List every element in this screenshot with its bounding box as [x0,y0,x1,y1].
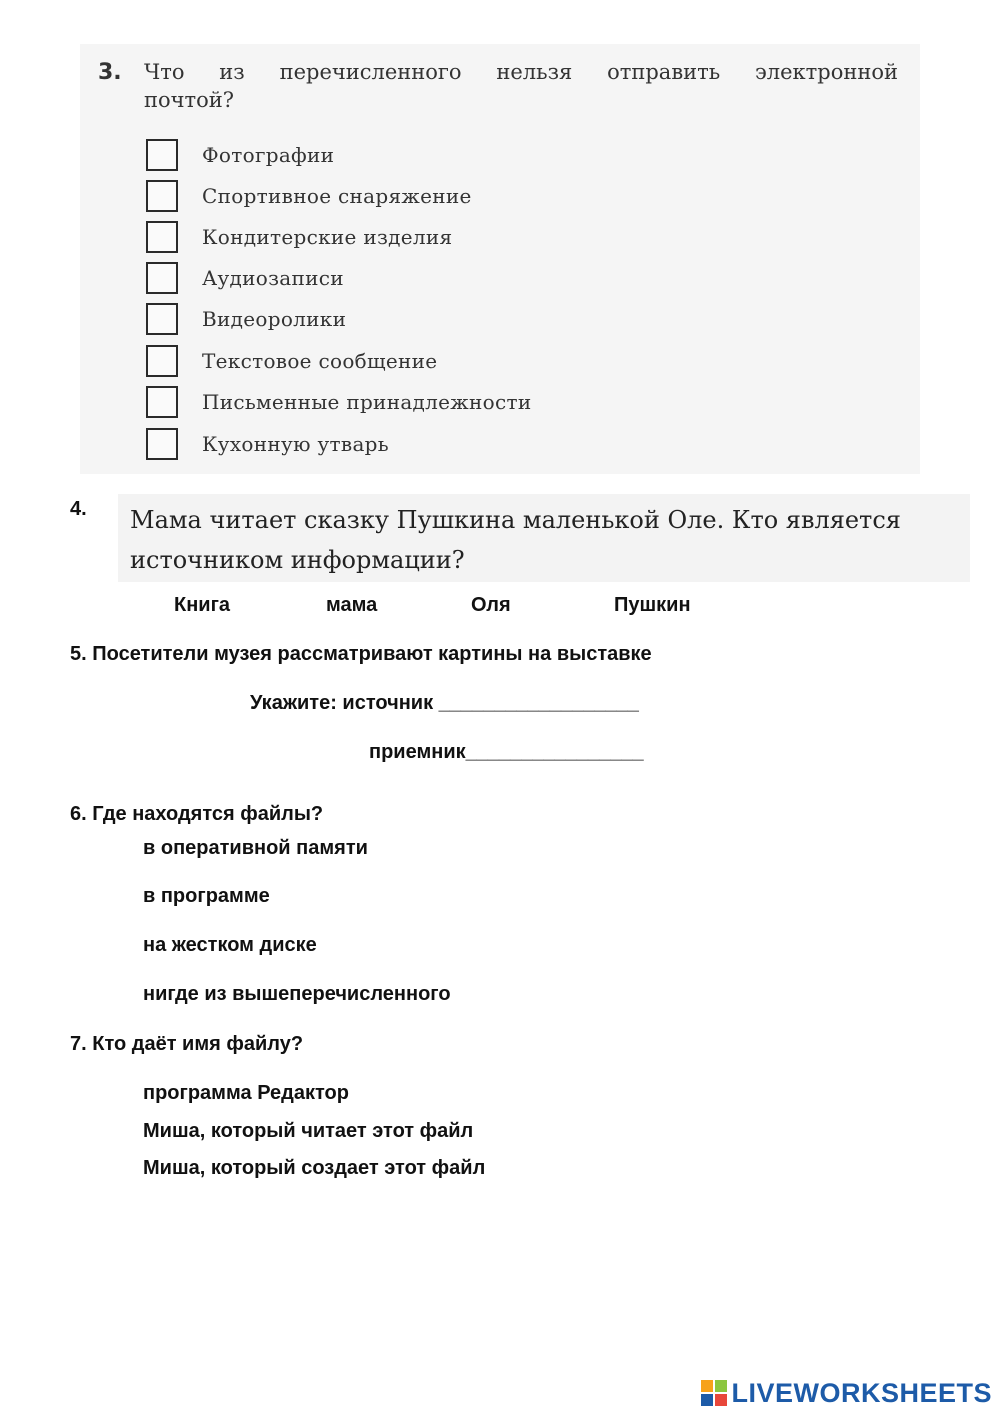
question-6-text: 6. Где находятся файлы? [70,803,324,825]
answer-option[interactable]: в программе [143,885,270,907]
answer-option[interactable]: на жестком диске [143,934,317,956]
answer-option[interactable]: нигде из вышеперечисленного [143,983,451,1005]
option-label: Письменные принадлежности [202,390,532,414]
option-label: Спортивное снаряжение [202,184,472,208]
logo-text: LIVEWORKSHEETS [731,1377,992,1408]
question-5-text: 5. Посетители музея рассматривают картины на выставке [70,643,652,665]
answer-option[interactable]: Пушкин [614,594,691,616]
question-4-text-line2: источником информации? [130,546,465,574]
answer-option[interactable]: Оля [471,594,511,616]
question-3-number: 3. [98,60,122,85]
answer-option[interactable]: программа Редактор [143,1082,349,1104]
option-checkbox[interactable] [146,386,178,418]
answer-option[interactable]: Миша, который читает этот файл [143,1120,474,1142]
question-4-number: 4. [70,498,87,520]
option-row [146,383,531,421]
question-3-block [80,44,920,474]
option-checkbox[interactable] [146,180,178,212]
option-row [146,136,334,174]
option-label: Фотографии [202,143,335,167]
answer-option[interactable]: Книга [174,594,231,616]
source-answer-line[interactable]: Укажите: источник __________________ [250,692,639,714]
answer-option[interactable]: Миша, который создает этот файл [143,1157,486,1179]
question-3-text-line1: Что из перечисленного нельзя отправить электронной [144,60,898,84]
receiver-answer-line[interactable]: приемник________________ [369,741,644,763]
question-4-block [118,494,970,582]
option-label: Кондитерские изделия [202,225,453,249]
question-4-text-line1: Мама читает сказку Пушкина маленькой Оле. Кто является [130,506,901,534]
option-checkbox[interactable] [146,139,178,171]
answer-option[interactable]: мама [326,594,378,616]
option-checkbox[interactable] [146,262,178,294]
option-row [146,425,389,463]
liveworksheets-logo [701,1373,992,1413]
option-label: Видеоролики [202,307,347,331]
option-row [146,342,437,380]
logo-mark-icon [701,1380,727,1406]
option-row [146,218,452,256]
option-checkbox[interactable] [146,345,178,377]
option-label: Текстовое сообщение [202,349,438,373]
answer-option[interactable]: в оперативной памяти [143,837,368,859]
option-label: Аудиозаписи [202,266,344,290]
option-checkbox[interactable] [146,221,178,253]
option-checkbox[interactable] [146,428,178,460]
option-row [146,300,346,338]
question-3-text-line2: почтой? [144,88,235,112]
option-checkbox[interactable] [146,303,178,335]
option-row [146,259,344,297]
question-7-text: 7. Кто даёт имя файлу? [70,1033,304,1055]
option-row [146,177,472,215]
option-label: Кухонную утварь [202,432,389,456]
